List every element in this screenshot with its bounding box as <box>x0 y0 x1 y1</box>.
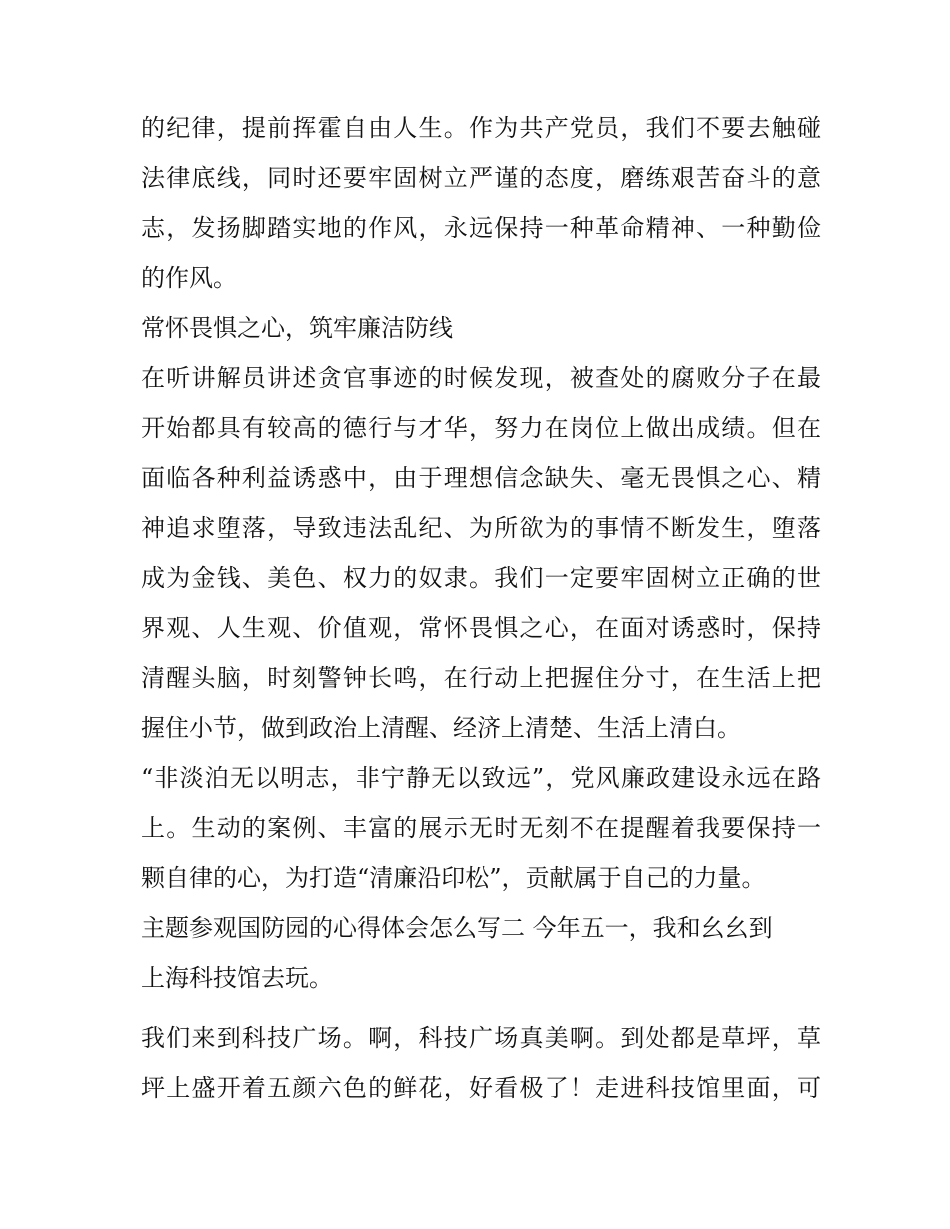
text-line: 开始都具有较高的德行与才华，努力在岗位上做出成绩。但在 <box>141 414 821 442</box>
text-line: 成为金钱、美色、权力的奴隶。我们一定要牢固树立正确的世 <box>141 564 821 592</box>
text-line: 的作风。 <box>141 264 237 292</box>
text-line: 法律底线，同时还要牢固树立严谨的态度，磨练艰苦奋斗的意 <box>141 164 821 192</box>
section-heading: 常怀畏惧之心，筑牢廉洁防线 <box>141 314 453 342</box>
text-line: 神追求堕落，导致违法乱纪、为所欲为的事情不断发生，堕落 <box>141 514 821 542</box>
text-line: 面临各种利益诱惑中，由于理想信念缺失、毫无畏惧之心、精 <box>141 464 821 492</box>
text-line: 主题参观国防园的心得体会怎么写二 今年五一，我和幺幺到 <box>141 914 773 942</box>
text-line: 界观、人生观、价值观，常怀畏惧之心，在面对诱惑时，保持 <box>141 614 821 642</box>
text-line: 在听讲解员讲述贪官事迹的时候发现，被查处的腐败分子在最 <box>141 364 821 392</box>
text-line: 坪上盛开着五颜六色的鲜花，好看极了！走进科技馆里面，可 <box>141 1074 821 1102</box>
text-line: 上海科技馆去玩。 <box>141 964 333 992</box>
text-line: 清醒头脑，时刻警钟长鸣，在行动上把握住分寸，在生活上把 <box>141 664 821 692</box>
text-line: 我们来到科技广场。啊，科技广场真美啊。到处都是草坪，草 <box>141 1024 821 1052</box>
text-line: 志，发扬脚踏实地的作风，永远保持一种革命精神、一种勤俭 <box>141 214 821 242</box>
text-line: “非淡泊无以明志，非宁静无以致远”，党风廉政建设永远在路 <box>141 764 821 792</box>
text-line: 上。生动的案例、丰富的展示无时无刻不在提醒着我要保持一 <box>141 814 821 842</box>
text-line: 的纪律，提前挥霍自由人生。作为共产党员，我们不要去触碰 <box>141 114 821 142</box>
text-line: 握住小节，做到政治上清醒、经济上清楚、生活上清白。 <box>141 714 741 742</box>
text-line: 颗自律的心，为打造“清廉沿印松”，贡献属于自己的力量。 <box>141 864 766 892</box>
